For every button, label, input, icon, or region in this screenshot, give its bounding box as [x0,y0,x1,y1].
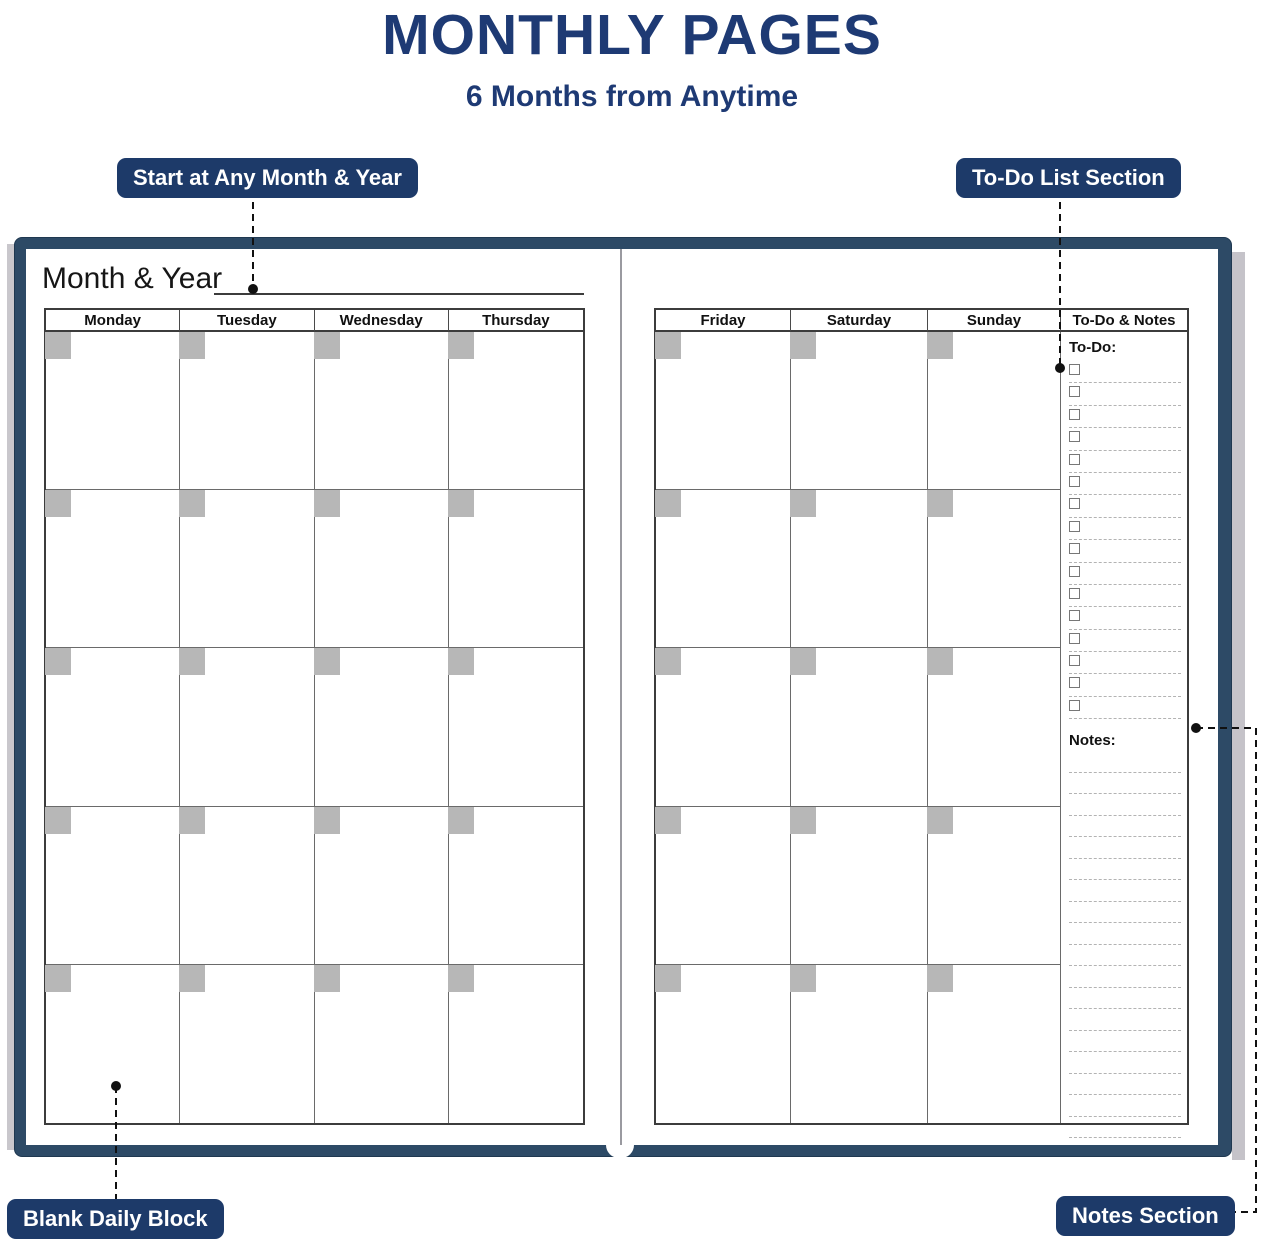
date-square [314,965,340,992]
day-header: Wednesday [315,310,449,332]
daily-block [791,807,928,965]
checkbox-icon [1069,655,1080,666]
checkbox-icon [1069,700,1080,711]
date-square [927,332,953,359]
daily-block [656,490,791,648]
todo-item [1069,563,1181,585]
todo-item [1069,406,1181,428]
notes-line [1069,773,1181,795]
daily-block [46,332,180,490]
date-square [448,648,474,675]
daily-block [46,648,180,806]
date-square [790,332,816,359]
day-header: Tuesday [180,310,314,332]
left-calendar-table [44,308,585,1125]
daily-block [46,490,180,648]
checkbox-icon [1069,521,1080,532]
daily-block [180,807,314,965]
daily-block [315,807,449,965]
day-header: Sunday [928,310,1061,332]
notes-line [1069,1117,1181,1139]
todo-item [1069,697,1181,719]
date-square [927,490,953,517]
todo-item [1069,674,1181,696]
daily-block [315,332,449,490]
daily-block [449,332,583,490]
date-square [790,490,816,517]
date-square [45,965,71,992]
callout-todo-list-section: To-Do List Section [956,158,1181,198]
todo-item [1069,495,1181,517]
notes-line [1069,902,1181,924]
day-header: Saturday [791,310,928,332]
date-square [179,648,205,675]
callout-blank-daily-block: Blank Daily Block [7,1199,224,1239]
notes-line [1069,1074,1181,1096]
todo-label: To-Do: [1069,339,1117,356]
checkbox-icon [1069,566,1080,577]
notes-line [1069,945,1181,967]
checkbox-icon [1069,386,1080,397]
notes-line [1069,988,1181,1010]
date-square [448,490,474,517]
checkbox-icon [1069,543,1080,554]
checkbox-icon [1069,409,1080,420]
daily-block [656,965,791,1123]
daily-block [449,648,583,806]
date-square [314,807,340,834]
daily-block [46,965,180,1123]
day-header: Friday [656,310,791,332]
daily-block [180,965,314,1123]
daily-block [315,965,449,1123]
checkbox-icon [1069,364,1080,375]
date-square [790,807,816,834]
notes-line [1069,751,1181,773]
daily-block [656,332,791,490]
date-square [655,965,681,992]
daily-block [791,332,928,490]
todo-item [1069,361,1181,383]
date-square [314,332,340,359]
checkbox-icon [1069,454,1080,465]
daily-block [928,648,1061,806]
notes-line [1069,794,1181,816]
day-header: Monday [46,310,180,332]
daily-block [449,490,583,648]
notes-line [1069,816,1181,838]
daily-block [46,807,180,965]
page-title: MONTHLY PAGES [382,3,882,67]
daily-block [315,648,449,806]
day-header: Thursday [449,310,583,332]
daily-block [656,807,791,965]
notes-label: Notes: [1069,732,1116,750]
daily-block [928,490,1061,648]
notes-line [1069,859,1181,881]
todo-item [1069,473,1181,495]
date-square [927,965,953,992]
month-year-label: Month & Year [42,262,223,295]
notes-line [1069,923,1181,945]
notebook-spine-divider [620,249,622,1145]
checkbox-icon [1069,476,1080,487]
todo-item [1069,540,1181,562]
date-square [927,807,953,834]
todo-item [1069,630,1181,652]
daily-block [180,332,314,490]
date-square [314,490,340,517]
date-square [655,490,681,517]
todo-item [1069,451,1181,473]
callout-notes-section: Notes Section [1056,1196,1235,1236]
todo-item [1069,518,1181,540]
todo-item [1069,428,1181,450]
date-square [448,807,474,834]
notes-line [1069,1052,1181,1074]
date-square [45,490,71,517]
date-square [45,807,71,834]
checkbox-icon [1069,633,1080,644]
right-calendar-table [654,308,1189,1125]
daily-block [791,965,928,1123]
daily-block [791,648,928,806]
month-year-blank-line [214,293,584,295]
date-square [448,965,474,992]
todo-item [1069,383,1181,405]
notes-line [1069,1095,1181,1117]
date-square [314,648,340,675]
date-square [655,648,681,675]
daily-block [449,807,583,965]
checkbox-icon [1069,588,1080,599]
todo-item [1069,652,1181,674]
date-square [179,807,205,834]
checkbox-icon [1069,677,1080,688]
daily-block [928,332,1061,490]
checkbox-icon [1069,610,1080,621]
date-square [655,332,681,359]
notebook-right-page-edge-shadow [1232,252,1245,1160]
notes-line [1069,1031,1181,1053]
todo-notes-column [1061,332,1187,1123]
daily-block [791,490,928,648]
date-square [790,648,816,675]
checkbox-icon [1069,498,1080,509]
notes-line [1069,1009,1181,1031]
todo-item [1069,607,1181,629]
date-square [927,648,953,675]
daily-block [315,490,449,648]
page-subtitle: 6 Months from Anytime [465,80,799,113]
daily-block [180,490,314,648]
date-square [655,807,681,834]
notes-line [1069,880,1181,902]
daily-block [656,648,791,806]
date-square [448,332,474,359]
date-square [179,490,205,517]
callout-start-any-month: Start at Any Month & Year [117,158,418,198]
daily-block [449,965,583,1123]
todo-notes-header: To-Do & Notes [1061,310,1187,332]
date-square [45,332,71,359]
todo-item [1069,585,1181,607]
notes-line [1069,966,1181,988]
date-square [179,965,205,992]
daily-block [928,965,1061,1123]
checkbox-icon [1069,431,1080,442]
daily-block [180,648,314,806]
notes-line [1069,837,1181,859]
daily-block [928,807,1061,965]
date-square [179,332,205,359]
date-square [790,965,816,992]
date-square [45,648,71,675]
